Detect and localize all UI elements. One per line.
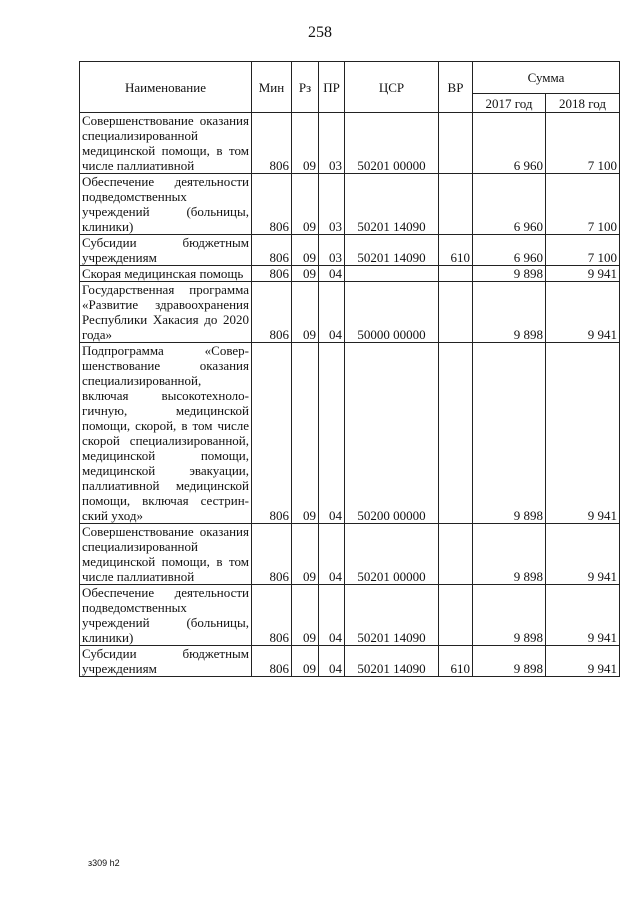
row-sum-2018: 7 100 — [546, 113, 620, 174]
header-sum: Сумма — [473, 62, 620, 94]
row-vr — [439, 524, 473, 585]
row-pr: 03 — [319, 235, 345, 266]
row-csr: 50000 00000 — [345, 282, 439, 343]
page-number: 258 — [308, 24, 332, 41]
row-pr: 04 — [319, 585, 345, 646]
row-rz: 09 — [292, 174, 319, 235]
row-name: Субсидии бюджетным учреждениям — [80, 235, 252, 266]
row-pr: 04 — [319, 282, 345, 343]
row-pr: 03 — [319, 174, 345, 235]
row-sum-2018: 9 941 — [546, 282, 620, 343]
row-rz: 09 — [292, 343, 319, 524]
table-row — [80, 585, 620, 646]
table-body — [80, 113, 620, 677]
row-vr: 610 — [439, 646, 473, 677]
header-year-2018: 2018 год — [546, 94, 620, 113]
row-csr: 50201 00000 — [345, 524, 439, 585]
row-vr — [439, 174, 473, 235]
row-csr: 50200 00000 — [345, 343, 439, 524]
row-name: Государственная программа «Развитие здравоохранения Республики Хакасия до 2020 года» — [80, 282, 252, 343]
row-rz: 09 — [292, 282, 319, 343]
row-csr: 50201 14090 — [345, 174, 439, 235]
table-header-row — [80, 62, 620, 94]
header-rz: Рз — [292, 62, 319, 113]
row-name: Подпрограмма «Совершенствование оказания специализированной, включая высокотехнологичную, медицинской помощи, скорой, в том числе скорой специализированной, медицинской помощи, медицинской эвакуации, паллиативной медицинской помощи, включая сестринский уход» — [80, 343, 252, 524]
row-min: 806 — [252, 343, 292, 524]
row-csr: 50201 14090 — [345, 646, 439, 677]
row-vr — [439, 343, 473, 524]
row-name: Совершенствование оказания специализированной медицинской помощи, в том числе паллиативной — [80, 524, 252, 585]
row-sum-2017: 6 960 — [473, 113, 546, 174]
row-name: Субсидии бюджетным учреждениям — [80, 646, 252, 677]
row-name: Обеспечение деятельности подведомственных учреждений (больницы, клиники) — [80, 174, 252, 235]
row-pr: 03 — [319, 113, 345, 174]
row-vr — [439, 282, 473, 343]
row-min: 806 — [252, 646, 292, 677]
row-sum-2018: 9 941 — [546, 646, 620, 677]
row-min: 806 — [252, 524, 292, 585]
row-sum-2017: 9 898 — [473, 524, 546, 585]
row-min: 806 — [252, 235, 292, 266]
header-vr: ВР — [439, 62, 473, 113]
header-year-2017: 2017 год — [473, 94, 546, 113]
row-csr: 50201 00000 — [345, 113, 439, 174]
row-min: 806 — [252, 174, 292, 235]
row-pr: 04 — [319, 266, 345, 282]
row-sum-2018: 9 941 — [546, 266, 620, 282]
budget-table — [79, 61, 620, 677]
table-row — [80, 646, 620, 677]
row-sum-2017: 9 898 — [473, 585, 546, 646]
row-sum-2018: 7 100 — [546, 235, 620, 266]
table-row — [80, 113, 620, 174]
row-vr — [439, 585, 473, 646]
row-csr — [345, 266, 439, 282]
row-name: Обеспечение деятельности подведомственных учреждений (больницы, клиники) — [80, 585, 252, 646]
row-min: 806 — [252, 282, 292, 343]
row-pr: 04 — [319, 646, 345, 677]
header-name: Наименование — [80, 62, 252, 113]
row-pr: 04 — [319, 343, 345, 524]
footer-code: з309 h2 — [88, 858, 120, 868]
row-rz: 09 — [292, 524, 319, 585]
row-name: Совершенствование оказания специализированной медицинской помощи, в том числе паллиативной — [80, 113, 252, 174]
row-rz: 09 — [292, 646, 319, 677]
row-sum-2018: 9 941 — [546, 524, 620, 585]
row-sum-2018: 9 941 — [546, 585, 620, 646]
row-sum-2017: 9 898 — [473, 343, 546, 524]
row-vr: 610 — [439, 235, 473, 266]
row-rz: 09 — [292, 585, 319, 646]
table-row — [80, 524, 620, 585]
row-sum-2018: 9 941 — [546, 343, 620, 524]
row-rz: 09 — [292, 235, 319, 266]
table-row — [80, 266, 620, 282]
row-min: 806 — [252, 113, 292, 174]
table-row — [80, 282, 620, 343]
table-row — [80, 174, 620, 235]
row-rz: 09 — [292, 113, 319, 174]
row-sum-2017: 9 898 — [473, 266, 546, 282]
row-pr: 04 — [319, 524, 345, 585]
table-row — [80, 235, 620, 266]
header-min: Мин — [252, 62, 292, 113]
row-min: 806 — [252, 266, 292, 282]
header-csr: ЦСР — [345, 62, 439, 113]
row-csr: 50201 14090 — [345, 235, 439, 266]
table-row — [80, 343, 620, 524]
header-pr: ПР — [319, 62, 345, 113]
row-name: Скорая медицинская помощь — [80, 266, 252, 282]
row-sum-2018: 7 100 — [546, 174, 620, 235]
row-sum-2017: 9 898 — [473, 646, 546, 677]
row-csr: 50201 14090 — [345, 585, 439, 646]
row-min: 806 — [252, 585, 292, 646]
row-vr — [439, 113, 473, 174]
row-sum-2017: 9 898 — [473, 282, 546, 343]
row-sum-2017: 6 960 — [473, 174, 546, 235]
row-vr — [439, 266, 473, 282]
row-sum-2017: 6 960 — [473, 235, 546, 266]
row-rz: 09 — [292, 266, 319, 282]
